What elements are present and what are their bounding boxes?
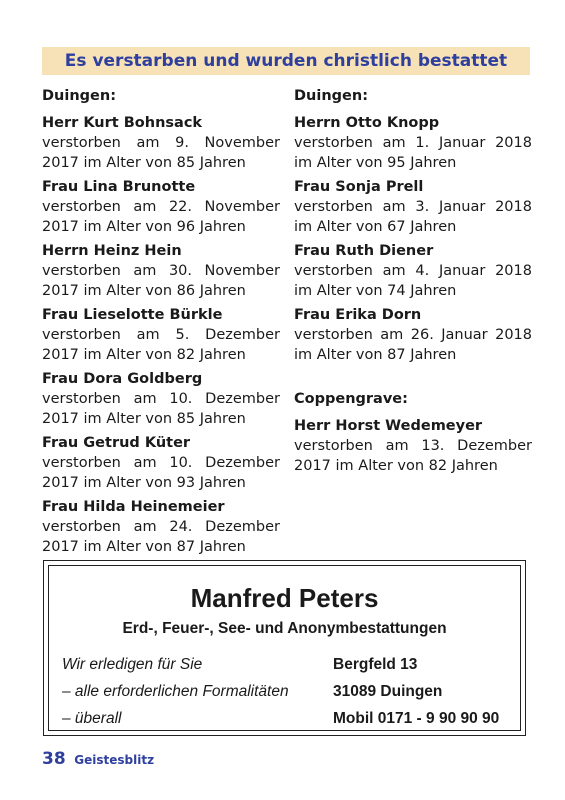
ad-services: Erd-, Feuer-, See- und Anonymbestattungen bbox=[122, 620, 447, 637]
town-heading: Duingen: bbox=[294, 88, 368, 104]
left-column bbox=[42, 86, 280, 561]
obituary-entry bbox=[42, 497, 280, 557]
column-spacer bbox=[294, 369, 532, 389]
section-title: Es verstarben und wurden christlich bestattet bbox=[64, 51, 508, 71]
deceased-name: Frau Erika Dorn bbox=[294, 307, 422, 323]
deceased-name: Frau Sonja Prell bbox=[294, 179, 424, 195]
deceased-name: Frau Hilda Heinemeier bbox=[42, 499, 225, 515]
ad-offer-text bbox=[62, 651, 289, 732]
deceased-name: Frau Ruth Diener bbox=[294, 243, 434, 259]
deceased-name: Frau Dora Goldberg bbox=[42, 371, 203, 387]
obituary-entry bbox=[294, 241, 532, 301]
death-details: verstorben am 13. Dezember 2017 im Alter von 82 Jahren bbox=[294, 438, 532, 474]
deceased-name: Herr Kurt Bohnsack bbox=[42, 115, 203, 131]
death-details: verstorben am 26. Januar 2018 im Alter von 87 Jahren bbox=[294, 327, 532, 363]
section-banner bbox=[42, 47, 530, 75]
obituary-entry bbox=[42, 433, 280, 493]
right-column bbox=[294, 86, 532, 480]
deceased-name: Herr Horst Wedemeyer bbox=[294, 418, 483, 434]
town-heading: Duingen: bbox=[42, 88, 116, 104]
ad-company-name: Manfred Peters bbox=[190, 583, 379, 613]
magazine-name: Geistesblitz bbox=[74, 753, 155, 767]
town-heading: Coppengrave: bbox=[294, 391, 408, 407]
obituary-entry bbox=[42, 369, 280, 429]
obituary-entry bbox=[294, 177, 532, 237]
ad-street: Bergfeld 13 bbox=[333, 656, 418, 673]
page-number: 38 bbox=[42, 749, 66, 769]
page-footer bbox=[42, 749, 154, 769]
obituary-entry bbox=[42, 113, 280, 173]
deceased-name: Frau Lina Brunotte bbox=[42, 179, 196, 195]
deceased-name: Herrn Otto Knopp bbox=[294, 115, 440, 131]
obituary-entry bbox=[42, 305, 280, 365]
funeral-ad-box bbox=[43, 560, 526, 736]
deceased-name: Frau Lieselotte Bürkle bbox=[42, 307, 223, 323]
death-details: verstorben am 4. Januar 2018 im Alter von 74 Jahren bbox=[294, 263, 532, 299]
death-details: verstorben am 9. November 2017 im Alter von 85 Jahren bbox=[42, 135, 280, 171]
deceased-name: Frau Getrud Küter bbox=[42, 435, 191, 451]
deceased-name: Herrn Heinz Hein bbox=[42, 243, 182, 259]
obituary-entry bbox=[42, 177, 280, 237]
death-details: verstorben am 10. Dezember 2017 im Alter von 85 Jahren bbox=[42, 391, 280, 427]
ad-phone: Mobil 0171 - 9 90 90 90 bbox=[333, 710, 500, 727]
death-details: verstorben am 5. Dezember 2017 im Alter von 82 Jahren bbox=[42, 327, 280, 363]
ad-offer-line: – alle erforderlichen Formalitäten bbox=[62, 683, 289, 700]
death-details: verstorben am 22. November 2017 im Alter von 96 Jahren bbox=[42, 199, 280, 235]
ad-inner-frame bbox=[48, 565, 521, 731]
ad-contact bbox=[333, 651, 499, 732]
ad-offer-line: – überall bbox=[62, 710, 122, 727]
death-details: verstorben am 10. Dezember 2017 im Alter von 93 Jahren bbox=[42, 455, 280, 491]
death-details: verstorben am 3. Januar 2018 im Alter von 67 Jahren bbox=[294, 199, 532, 235]
ad-city: 31089 Duingen bbox=[333, 683, 443, 700]
obituary-entry bbox=[294, 416, 532, 476]
ad-offer-line: Wir erledigen für Sie bbox=[62, 656, 203, 673]
obituary-entry bbox=[42, 241, 280, 301]
death-details: verstorben am 1. Januar 2018 im Alter von 95 Jahren bbox=[294, 135, 532, 171]
death-details: verstorben am 24. Dezember 2017 im Alter von 87 Jahren bbox=[42, 519, 280, 555]
death-details: verstorben am 30. November 2017 im Alter von 86 Jahren bbox=[42, 263, 280, 299]
obituary-entry bbox=[294, 305, 532, 365]
obituary-entry bbox=[294, 113, 532, 173]
